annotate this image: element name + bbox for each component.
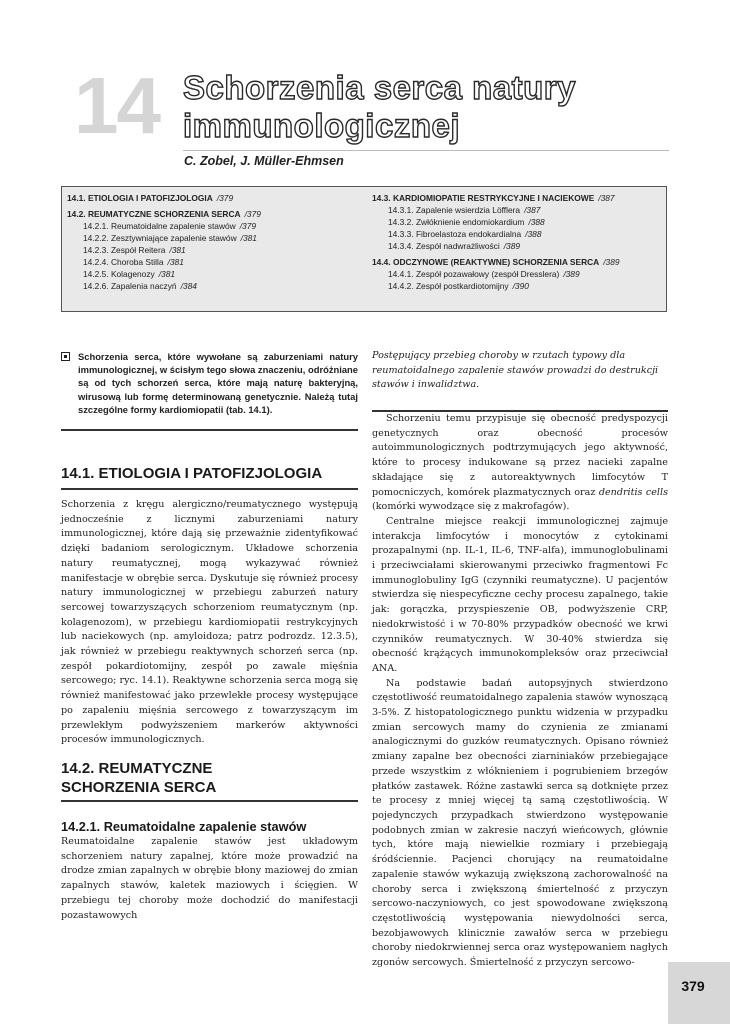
toc-entry-page: /381 bbox=[169, 245, 186, 255]
toc-right-column bbox=[372, 192, 620, 292]
toc-entry-label: 14.4.2. Zespół postkardiotomijny bbox=[388, 281, 509, 291]
chapter-number: 14 bbox=[74, 61, 159, 150]
right-column-text bbox=[372, 412, 668, 971]
toc-entry-label: 14.2.4. Choroba Stilla bbox=[83, 257, 164, 267]
toc-entry[interactable] bbox=[67, 268, 261, 280]
paragraph-1-text: Schorzeniu temu przypisuje się obecność predyspozycji genetycznych oraz obecność procesów autoimmunologicznych podtrzymujących jego aktywność, które to procesy indukowane są przez nacieki zapalne składające się z autoreaktywnych limfocytów T pomocniczych, komórek plazmatycznych oraz bbox=[372, 413, 668, 498]
toc-entry-page: /384 bbox=[180, 281, 197, 291]
toc-entry-label: 14.3.2. Zwłóknienie endomiokardium bbox=[388, 217, 525, 227]
toc-entry-label: 14.2.6. Zapalenia naczyń bbox=[83, 281, 177, 291]
toc-entry[interactable] bbox=[67, 208, 261, 220]
toc-entry-page: /379 bbox=[244, 209, 261, 219]
highlight-quote: Postępujący przebieg choroby w rzutach typowy dla reumatoidalnego zapalenie stawów prowadzi do destrukcji stawów i inwalidztwa. bbox=[372, 350, 659, 391]
toc-entry-label: 14.2. REUMATYCZNE SCHORZENIA SERCA bbox=[67, 209, 241, 219]
toc-entry-page: /387 bbox=[524, 205, 541, 215]
section-14-1-text: Schorzenia z kręgu alergiczno/reumatycznego występują jednocześnie z licznymi zaburzeniami natury immunologicznej, które dają się przeważnie zidentyfikować dzięki badaniom serologicznym. Układowe schorzenia natury reumatycznej, mogą wykazywać również manifestacje w obrębie serca. Dyskutuje się również procesy natury immunologicznej w przebiegu zaburzeń natury sercowej towarzyszących schorzeniom reumatycznym (np. kolagenozom), w przebiegu kardiomiopatii restrykcyjnych lub naciekowych (np. amyloidoza; patrz podrozdz. 12.3.5), jak również w przebiegu reaktywnych schorzeń serca (np. zespół pokardiotomijny, zespół po zawale mięśnia sercowego; ryc. 14.1). Reaktywne schorzenia serca mogą się również manifestować jako przewlekłe procesy występujące po zapaleniu mięśnia sercowego z towarzyszącym im przewlekłym podwyższeniem markerów aktywności procesów immunologicznych. bbox=[61, 499, 358, 746]
page-number: 379 bbox=[681, 978, 705, 994]
toc-entry[interactable] bbox=[372, 280, 620, 292]
toc-entry[interactable] bbox=[372, 256, 620, 268]
section-heading-14-2-line-2: SCHORZENIA SERCA bbox=[61, 779, 217, 796]
toc-entry-page: /388 bbox=[525, 229, 542, 239]
table-of-contents bbox=[61, 186, 667, 312]
subsection-heading-14-2-1: 14.2.1. Reumatoidalne zapalenie stawów bbox=[61, 819, 307, 834]
section-14-2-1-text: Reumatoidalne zapalenie stawów jest układowym schorzeniem natury zapalnej, które może prowadzić na drodze zmian zapalnych w obrębie błony maziowej do zmian zapalnych stawów, kaletek maziowych i ścięgien. W przebiegu tej choroby może dochodzić do manifestacji pozastawowych bbox=[61, 836, 358, 921]
toc-entry-page: /388 bbox=[528, 217, 545, 227]
toc-entry[interactable] bbox=[372, 240, 620, 252]
toc-entry[interactable] bbox=[67, 280, 261, 292]
toc-entry-label: 14.3.1. Zapalenie wsierdzia Löfflera bbox=[388, 205, 521, 215]
toc-entry[interactable] bbox=[372, 228, 620, 240]
toc-entry[interactable] bbox=[372, 204, 620, 216]
abstract-rule bbox=[61, 429, 358, 431]
toc-entry-label: 14.1. ETIOLOGIA I PATOFIZJOLOGIA bbox=[67, 193, 213, 203]
chapter-title-line-2: immunologicznej bbox=[183, 107, 461, 144]
toc-entry-page: /390 bbox=[512, 281, 529, 291]
toc-entry[interactable] bbox=[372, 216, 620, 228]
paragraph-3: Na podstawie badań autopsyjnych stwierdzono częstotliwość reumatoidalnego zapalenia stawów wynoszącą 3-5%. Z histopatologicznego punktu widzenia w przypadku zmian sercowych mamy do czynienia ze zmianami analogicznymi do guzków reumatycznych. Opisano również zmiany zapalne bez obecności ziarniniaków przebiegające przede wszystkim z włóknieniem i pogrubieniem brzegów płatków zastawek. Różne zastawki serca są dotknięte przez te procesy z mniej więcej tą samą częstotliwością. W pojedynczych przypadkach stwierdzono występowanie podobnych zmian w zakresie naczyń wieńcowych, głównie tych, które mają niewielkie rozmiary i przebiegają śródściennie. Pacjenci chorujący na reumatoidalne zapalenie stawów wykazują zwiększoną zachorowalność na choroby serca i zwiększoną śmiertelność z przyczyn sercowo-naczyniowych, co jest spowodowane zwiększoną częstotliwością występowania niewydolności serca, bezobjawowych klinicznie zawałów serca w przebiegu choroby niedokrwiennej serca oraz występowaniem nagłych zgonów sercowych. Śmiertelność z przyczyn sercowo- bbox=[372, 677, 668, 969]
toc-entry[interactable] bbox=[67, 244, 261, 256]
toc-entry-page: /389 bbox=[563, 269, 580, 279]
section-rule bbox=[61, 800, 358, 802]
toc-entry[interactable] bbox=[372, 192, 620, 204]
toc-entry-page: /381 bbox=[158, 269, 176, 279]
toc-entry[interactable] bbox=[67, 192, 261, 204]
toc-entry[interactable] bbox=[67, 220, 261, 232]
toc-entry-page: /389 bbox=[503, 241, 521, 251]
toc-entry-label: 14.2.5. Kolagenozy bbox=[83, 269, 155, 279]
toc-entry-label: 14.2.1. Reumatoidalne zapalenie stawów bbox=[83, 221, 236, 231]
paragraph-1 bbox=[372, 412, 668, 515]
toc-entry-page: /379 bbox=[239, 221, 257, 231]
toc-entry-label: 14.2.2. Zesztywniające zapalenie stawów bbox=[83, 233, 237, 243]
authors: C. Zobel, J. Müller-Ehmsen bbox=[184, 154, 344, 168]
toc-entry-label: 14.4.1. Zespół pozawałowy (zespół Dresslera) bbox=[388, 269, 560, 279]
toc-entry-label: 14.2.3. Zespół Reitera bbox=[83, 245, 166, 255]
section-heading-14-2-line-1: 14.2. REUMATYCZNE bbox=[61, 760, 213, 777]
paragraph-1-emphasis: dendritis cells bbox=[598, 486, 668, 498]
toc-entry-label: 14.3. KARDIOMIOPATIE RESTRYKCYJNE I NACIEKOWE bbox=[372, 193, 595, 203]
title-rule bbox=[183, 150, 669, 151]
abstract bbox=[61, 350, 358, 416]
paragraph-1-text-end: (komórki wywodzące się z makrofagów). bbox=[372, 501, 570, 513]
toc-entry-label: 14.4. ODCZYNOWE (REAKTYWNE) SCHORZENIA SERCA bbox=[372, 257, 600, 267]
section-heading-14-1: 14.1. ETIOLOGIA I PATOFIZJOLOGIA bbox=[61, 465, 323, 482]
abstract-text: Schorzenia serca, które wywołane są zaburzeniami natury immunologicznej, w ścisłym tego słowa znaczeniu, odróżniane są od tych schorzeń serca, które mają naturę bakteryjną, wirusową lub formę determinowaną genetycznie. Należą tutaj szczególne formy kardiomiopatii (tab. 14.1). bbox=[78, 351, 358, 415]
toc-entry-page: /381 bbox=[167, 257, 184, 267]
chapter-title-line-1: Schorzenia serca natury bbox=[183, 69, 576, 106]
toc-entry[interactable] bbox=[67, 256, 261, 268]
toc-entry-page: /389 bbox=[603, 257, 620, 267]
toc-entry-page: /387 bbox=[598, 193, 615, 203]
toc-entry-page: /381 bbox=[240, 233, 257, 243]
toc-entry-page: /379 bbox=[216, 193, 234, 203]
toc-left-column bbox=[67, 192, 261, 292]
toc-entry[interactable] bbox=[67, 232, 261, 244]
abstract-square-icon bbox=[61, 352, 70, 361]
section-rule bbox=[61, 488, 358, 490]
paragraph-2: Centralne miejsce reakcji immunologicznej zajmuje interakcja limfocytów i monocytów z cytokinami prozapalnymi (np. IL-1, IL-6, TNF-alfa), immunoglobulinami i przeciwciałami skierowanymi przeciwko fragmentowi Fc immunoglobuliny IgG (czynniki reumatyczne). U pacjentów stwierdza się niespecyficzne cechy procesu zapalnego, takie jak: gorączka, przyspieszenie OB, podwyższenie CRP, niedokrwistość i w 70-80% przypadków obecność we krwi czynników reumatycznych. W 30-40% stwierdza się obecność krążących immunokompleksów oraz przeciwciał ANA. bbox=[372, 515, 668, 674]
toc-entry-label: 14.3.3. Fibroelastoza endokardialna bbox=[388, 229, 522, 239]
toc-entry-label: 14.3.4. Zespół nadwrażliwości bbox=[388, 241, 500, 251]
toc-entry[interactable] bbox=[372, 268, 620, 280]
